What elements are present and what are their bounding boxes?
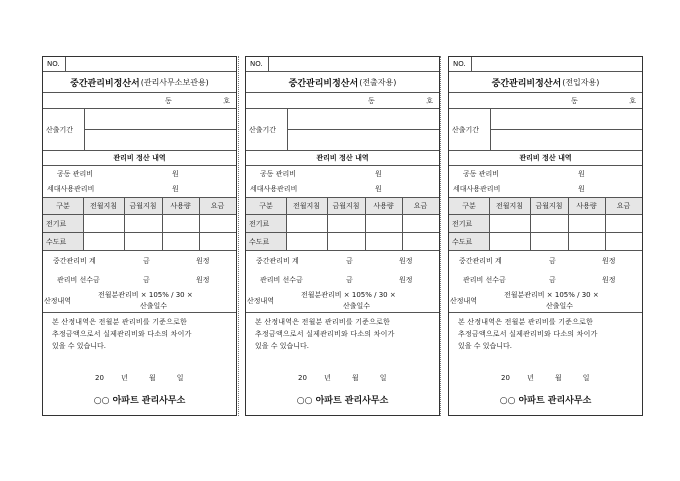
calc-label: 산정내역 [450,296,478,305]
total-geum: 금 [549,256,556,265]
no-field[interactable] [472,57,642,71]
table-row-water [43,233,236,251]
no-label: NO. [453,60,466,68]
section-row [43,151,236,166]
notice-block [43,313,236,415]
col-divider [365,215,366,232]
household-fee-row [246,181,439,198]
date-day-unit: 일 [582,374,590,382]
calc-row [246,289,439,313]
formula-line-2: 산출일수 [140,302,168,310]
office-name: ○○ 아파트 관리사무소 [93,396,186,406]
no-row [246,57,439,72]
header-usage: 사용량 [576,202,597,210]
common-fee-label: 공동 관리비 [260,169,297,178]
col-divider [286,233,287,250]
advance-won: 원정 [399,275,413,284]
household-fee-row [449,181,642,198]
totals-block [246,251,439,289]
section-row [449,151,642,166]
period-field[interactable] [491,109,642,150]
advance-geum: 금 [549,275,556,284]
section-row [246,151,439,166]
advance-label: 관리비 선수금 [57,275,100,284]
header-usage: 사용량 [170,202,191,210]
notice-line-3: 있을 수 있습니다. [52,342,107,350]
notice-line-2: 추정금액으로서 실제관리비와 다소의 차이가 [255,330,395,338]
formula-line-1: 전월분관리비 × 105% / 30 × [504,291,599,299]
total-geum: 금 [346,256,353,265]
header-fee: 요금 [616,202,631,210]
household-fee-row [43,181,236,198]
advance-label: 관리비 선수금 [260,275,303,284]
header-category: 구분 [259,202,273,210]
table-row-water [449,233,642,251]
unit-row [246,93,439,109]
col-divider [327,233,328,250]
header-prev-reading: 전월지침 [495,202,524,210]
calc-row [43,289,236,313]
col-divider [489,233,490,250]
period-label: 산출기간 [46,125,74,134]
header-fee: 요금 [413,202,428,210]
section-title: 관리비 정산 내역 [113,154,166,162]
ho-label: 호 [426,96,433,105]
dong-label: 동 [165,96,172,105]
unit-row [43,93,236,109]
form-subtitle: (관리사무소보관용) [140,77,209,87]
header-fee: 요금 [210,202,225,210]
date-month-unit: 월 [351,374,359,382]
row-label-electricity: 전기료 [246,215,286,232]
col-divider [605,215,606,232]
common-fee-row [246,166,439,181]
notice-block [449,313,642,415]
household-fee-label: 세대사용관리비 [453,185,501,193]
col-divider [83,215,84,232]
calc-row [449,289,642,313]
issue-date [501,365,590,384]
usage-table-header [43,198,236,215]
table-row-electricity [246,215,439,233]
ho-label: 호 [629,96,636,105]
no-field[interactable] [269,57,439,71]
date-year: 20 [298,374,307,382]
notice-line-1: 본 산정내역은 전월분 관리비를 기준으로한 [52,318,188,326]
col-divider [568,233,569,250]
no-label: NO. [47,60,60,68]
household-fee-won: 원 [172,185,179,193]
total-won: 원정 [399,256,413,265]
form-heading [246,72,439,92]
title-row [449,72,642,93]
period-row [449,109,642,151]
totals-block [43,251,236,289]
form-subtitle: (전입자용) [562,77,600,87]
row-label-water: 수도료 [246,233,286,250]
form-subtitle: (전출자용) [359,77,397,87]
formula-line-1: 전월분관리비 × 105% / 30 × [301,291,396,299]
date-year-unit: 년 [527,374,534,382]
header-prev-reading: 전월지침 [292,202,321,210]
col-divider [124,215,125,232]
formula-line-2: 산출일수 [343,302,371,310]
advance-geum: 금 [143,275,150,284]
calc-label: 산정내역 [44,296,72,305]
household-fee-won: 원 [375,185,382,193]
col-divider [162,215,163,232]
notice-line-2: 추정금액으로서 실제관리비와 다소의 차이가 [52,330,192,338]
advance-label: 관리비 선수금 [463,275,506,284]
form-heading [43,72,236,92]
settlement-form-1 [42,56,237,416]
issue-date [95,365,184,384]
period-label: 산출기간 [452,125,480,134]
section-title: 관리비 정산 내역 [316,154,369,162]
total-label: 중간관리비 계 [53,256,96,265]
col-divider [327,215,328,232]
form-heading [449,72,642,92]
col-divider [124,233,125,250]
totals-block [449,251,642,289]
no-label: NO. [250,60,263,68]
col-divider [83,233,84,250]
household-fee-label: 세대사용관리비 [47,185,95,193]
date-month-unit: 월 [554,374,562,382]
notice-line-3: 있을 수 있습니다. [255,342,310,350]
period-field[interactable] [288,109,439,150]
notice-line-2: 추정금액으로서 실제관리비와 다소의 차이가 [458,330,598,338]
header-usage: 사용량 [373,202,394,210]
household-fee-won: 원 [578,185,585,193]
section-title: 관리비 정산 내역 [519,154,572,162]
col-divider [530,215,531,232]
total-label: 중간관리비 계 [256,256,299,265]
advance-geum: 금 [346,275,353,284]
ho-label: 호 [223,96,230,105]
header-curr-reading: 금월지침 [332,202,360,210]
table-row-electricity [43,215,236,233]
form-title: 중간관리비정산서 [491,78,562,89]
office-name: ○○ 아파트 관리사무소 [296,396,389,406]
advance-won: 원정 [602,275,616,284]
total-label: 중간관리비 계 [459,256,502,265]
table-row-electricity [449,215,642,233]
col-divider [402,215,403,232]
header-category: 구분 [462,202,476,210]
total-won: 원정 [602,256,616,265]
dong-label: 동 [368,96,375,105]
period-label: 산출기간 [249,125,277,134]
household-fee-label: 세대사용관리비 [250,185,298,193]
date-year: 20 [501,374,510,382]
perforation-line-2 [440,56,441,416]
col-divider [489,215,490,232]
header-prev-reading: 전월지침 [89,202,118,210]
common-fee-label: 공동 관리비 [57,169,94,178]
total-geum: 금 [143,256,150,265]
title-row [43,72,236,93]
date-month-unit: 월 [148,374,156,382]
form-title: 중간관리비정산서 [288,78,359,89]
perforation-line-1 [238,56,239,416]
notice-block [246,313,439,415]
date-year: 20 [95,374,104,382]
col-divider [402,233,403,250]
settlement-form-2 [245,56,440,416]
common-fee-label: 공동 관리비 [463,169,500,178]
notice-line-1: 본 산정내역은 전월분 관리비를 기준으로한 [458,318,594,326]
header-category: 구분 [56,202,70,210]
settlement-form-3 [448,56,643,416]
formula-line-1: 전월분관리비 × 105% / 30 × [98,291,193,299]
common-fee-row [449,166,642,181]
formula-line-2: 산출일수 [546,302,574,310]
no-row [43,57,236,72]
common-fee-won: 원 [172,169,179,178]
table-row-water [246,233,439,251]
title-row [246,72,439,93]
row-label-water: 수도료 [43,233,83,250]
issue-date [298,365,387,384]
advance-won: 원정 [196,275,210,284]
office-name: ○○ 아파트 관리사무소 [499,396,592,406]
calc-label: 산정내역 [247,296,275,305]
notice-line-3: 있을 수 있습니다. [458,342,513,350]
header-curr-reading: 금월지침 [535,202,563,210]
date-day-unit: 일 [379,374,387,382]
usage-table-header [449,198,642,215]
notice-line-1: 본 산정내역은 전월분 관리비를 기준으로한 [255,318,391,326]
col-divider [199,215,200,232]
no-field[interactable] [66,57,236,71]
common-fee-won: 원 [375,169,382,178]
no-row [449,57,642,72]
date-year-unit: 년 [324,374,331,382]
col-divider [199,233,200,250]
date-year-unit: 년 [121,374,128,382]
col-divider [568,215,569,232]
common-fee-row [43,166,236,181]
form-title: 중간관리비정산서 [70,78,140,89]
usage-table-header [246,198,439,215]
common-fee-won: 원 [578,169,585,178]
period-row [246,109,439,151]
col-divider [162,233,163,250]
col-divider [605,233,606,250]
col-divider [365,233,366,250]
header-curr-reading: 금월지침 [129,202,157,210]
unit-row [449,93,642,109]
row-label-water: 수도료 [449,233,489,250]
col-divider [286,215,287,232]
period-field[interactable] [85,109,236,150]
total-won: 원정 [196,256,210,265]
date-day-unit: 일 [176,374,184,382]
period-row [43,109,236,151]
row-label-electricity: 전기료 [449,215,489,232]
col-divider [530,233,531,250]
dong-label: 동 [571,96,578,105]
row-label-electricity: 전기료 [43,215,83,232]
